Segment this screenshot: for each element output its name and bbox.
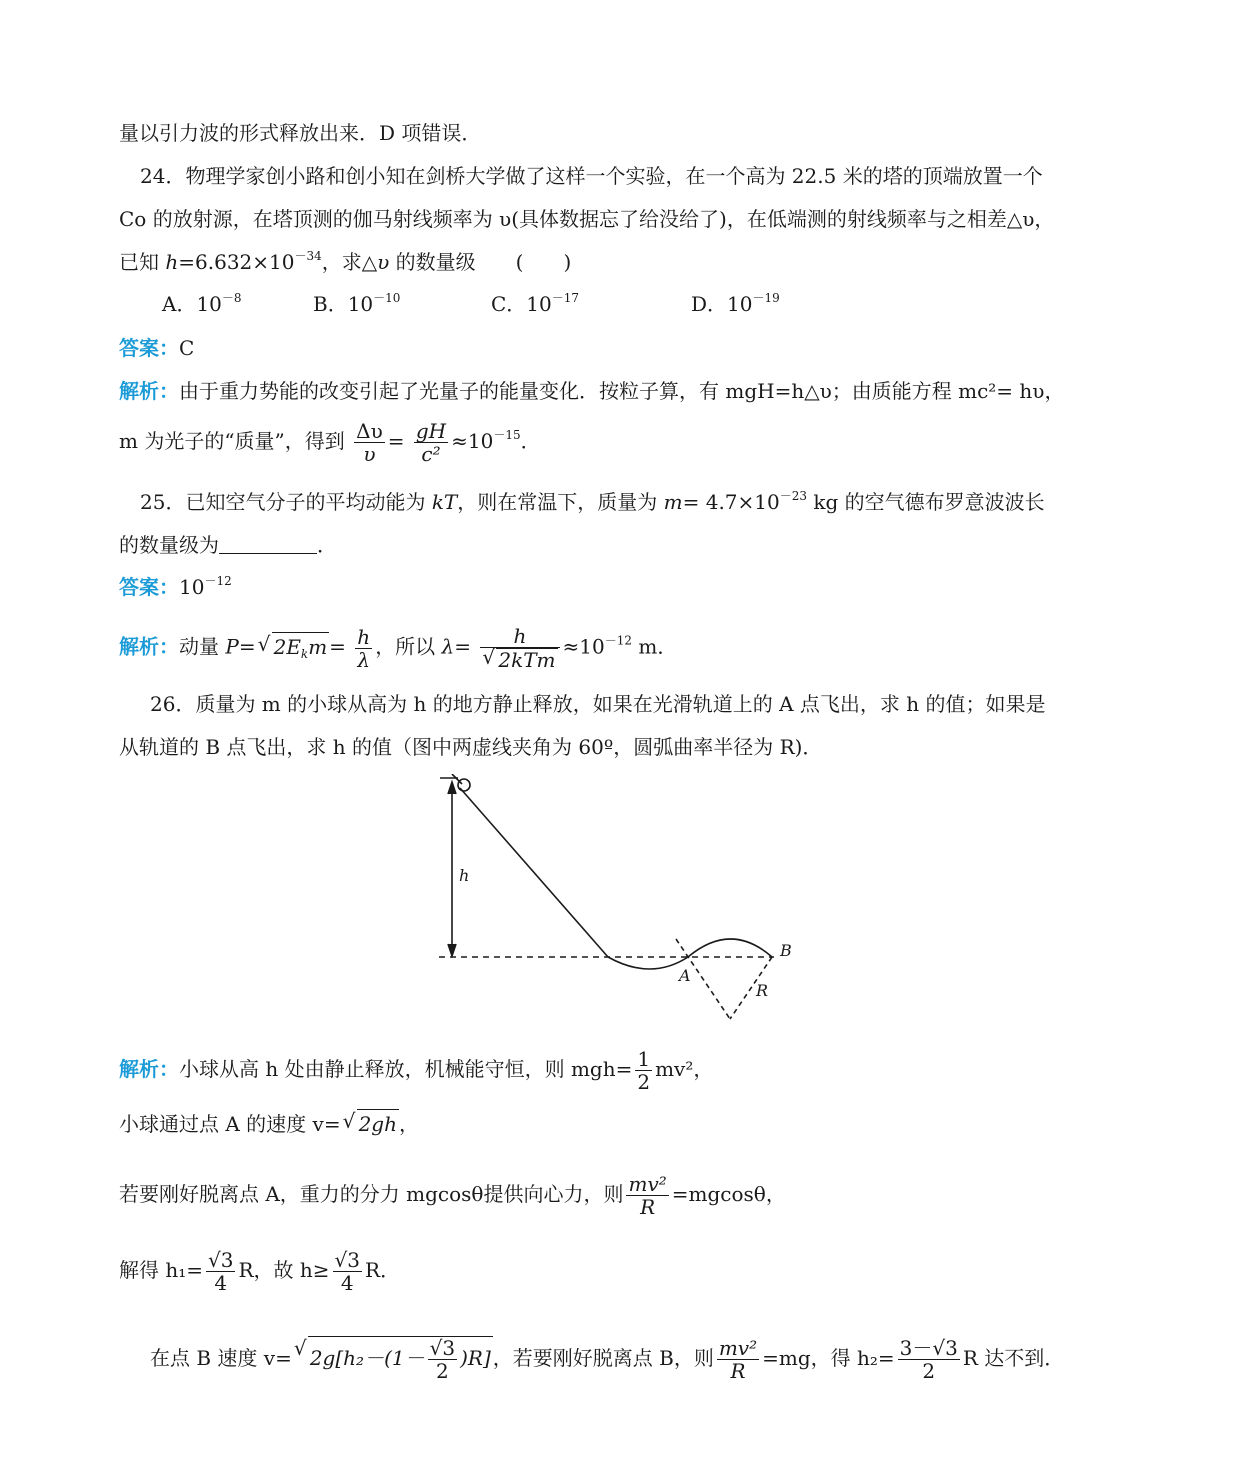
- fraction: $\frac{1}{2}$: [637, 1047, 651, 1094]
- label-h: h: [459, 866, 470, 885]
- question-26-analysis-1: 解析：小球从高 h 处由静止释放，机械能守恒，则 mgh= $\frac{1}{2}$ mv²，: [119, 1047, 714, 1094]
- option-d: D．$10^{-19}$: [691, 291, 780, 316]
- question-25-line-1: 25．已知空气分子的平均动能为 kT，则在常温下，质量为 $m= 4.7\times 10^{-23}$ kg 的空气德布罗意波波长: [140, 489, 1045, 514]
- sqrt-expression: √ 2g[h₂－(1－ $\frac{√3}{2}$ )R]: [308, 1336, 493, 1382]
- arc-track: [688, 939, 772, 957]
- question-26-analysis-3: 若要刚好脱离点 A，重力的分力 mgcosθ提供向心力，则 $\frac{\text{mv²}}{R}$ =mgcosθ，: [119, 1172, 786, 1219]
- question-26-analysis-2: 小球通过点 A 的速度 v=√ 2gh ，: [119, 1109, 419, 1138]
- incline-track: [460, 788, 608, 957]
- label-a: A: [679, 966, 691, 985]
- fraction: h √ 2kTm: [480, 625, 559, 671]
- question-25-answer: 答案：$10^{-12}$: [119, 574, 232, 599]
- fraction: $\frac{√3}{4}$: [208, 1248, 234, 1295]
- question-24-line-3: 已知 $h=6.632\times 10^{-34}$，求△υ 的数量级 ( ): [119, 249, 572, 274]
- question-26-line-1: 26．质量为 m 的小球从高为 h 的地方静止释放，如果在光滑轨道上的 A 点飞出，求 h 的值；如果是: [150, 692, 1046, 716]
- question-26-analysis-5: 在点 B 速度 v=√ 2g[h₂－(1－ $\frac{√3}{2}$ )R] ，若要刚好脱离点 B，则 $\frac{\text{mv²}}{R}$ =mg，得 h₂= $\frac{3-√3}{2}$ R 达不到．: [150, 1336, 1064, 1382]
- question-26-line-2: 从轨道的 B 点飞出，求 h 的值（图中两虚线夹角为 60º，圆弧曲率半径为 R)．: [119, 735, 823, 759]
- track-figure: [436, 774, 806, 1028]
- label-r: R: [756, 981, 769, 1000]
- question-26-analysis-4: 解得 h₁= $\frac{√3}{4}$ R，故 h≥ $\frac{√3}{4}$ R．: [119, 1248, 401, 1295]
- question-25-analysis: 解析：动量 P=√ $2E_km$ = $\frac{h}{\lambda}$ ，所以 λ= h √ 2kTm $\approx 10^{-12}$ m．: [119, 625, 677, 671]
- option-b: B．$10^{-10}$: [313, 291, 401, 316]
- question-24-line-1: 24．物理学家创小路和创小知在剑桥大学做了这样一个实验，在一个高为 22.5 米的塔的顶端放置一个: [140, 164, 1043, 188]
- question-24-analysis-2: m 为光子的“质量”，得到 $\frac{\Delta\upsilon}{\upsilon}$ = $\frac{gH}{\text{c²}}$ $\approx 10^{-15}$．: [119, 419, 541, 466]
- fraction: $\frac{\Delta\upsilon}{\upsilon}$: [356, 419, 383, 466]
- label-b: B: [780, 941, 792, 960]
- valley-track: [608, 957, 688, 969]
- sqrt-expression: √ $2E_km$: [272, 632, 330, 661]
- fraction: $\frac{gH}{\text{c²}}$: [415, 419, 447, 466]
- question-24-analysis-1: 解析：由于重力势能的改变引起了光量子的能量变化．按粒子算，有 mgH=h△υ；由质能方程 mc²= hυ，: [119, 379, 1065, 403]
- option-a: A．$10^{-8}$: [162, 291, 242, 316]
- fraction: $\frac{\text{mv²}}{R}$: [718, 1336, 758, 1383]
- text-line: 量以引力波的形式释放出来．D 项错误．: [119, 121, 482, 145]
- question-24-line-2: Co 的放射源，在塔顶测的伽马射线频率为 υ(具体数据忘了给没给了)，在低端测的射线频率与之相差△υ，: [119, 207, 1055, 231]
- fraction: $\frac{√3}{4}$: [334, 1248, 361, 1295]
- fraction: $\frac{√3}{2}$: [429, 1336, 456, 1383]
- fraction: $\frac{3-√3}{2}$: [899, 1336, 958, 1383]
- answer-blank: [219, 535, 317, 554]
- question-24-answer: 答案：C: [119, 336, 195, 360]
- question-25-line-2: 的数量级为 ．: [119, 533, 337, 557]
- option-c: C．$10^{-17}$: [491, 291, 580, 316]
- fraction: $\frac{\text{mv²}}{R}$: [628, 1172, 667, 1219]
- sqrt-expression: √ 2gh: [357, 1109, 399, 1138]
- fraction: $\frac{h}{\lambda}$: [357, 624, 371, 672]
